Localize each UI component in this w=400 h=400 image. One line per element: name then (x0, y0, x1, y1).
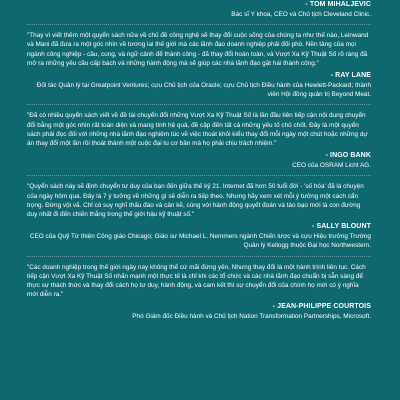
endorsement-ingo-bank (27, 111, 371, 170)
endorser-role: CEO của OSRAM Licht AG. (292, 162, 371, 170)
endorser-name: - JEAN-PHILIPPE COURTOIS (272, 303, 371, 311)
endorsement-jean-philippe-courtois (27, 263, 371, 322)
endorser-name: - TOM MIHALJEVIC (305, 1, 371, 8)
endorsement-quote: "Quyển sách này sẽ định chuyển tư duy của bạn đến giữa thế kỷ 21. Internet đã hơn 50 tuổi đời - 'số hóa' đã là chuyện của ngày hôm qua. Đây là 7 ý tưởng về những gì sẽ diễn ra tiếp theo. Nhưng hãy xem xét mỗi ý tưởng một cách cẩn trọng. Đừng vội vã. Chỉ có suy nghĩ thấu đáo và cân kẽ, cùng với hành động quyết đoán và táo bạo mới là con đường duy nhất đi đến chiến thắng trong thế giới hậu kỹ thuật số." (27, 183, 364, 219)
endorsement-ray-lane (27, 31, 371, 99)
endorser-name: - INGO BANK (325, 152, 371, 160)
endorser-name: - RAY LANE (330, 72, 371, 80)
endorsement-quote: "Các doanh nghiệp trong thế giới ngày nay không thể cứ mãi đứng yên. Nhưng thay đổi là một hành trình liên tục. Cách tiếp cận Vượt Xa Kỹ Thuật Số nhấn mạnh một thực tế là chỉ khi các tổ chức và các nhà lãnh đạo chuẩn bị sẵn sàng để thực sự thách thức và thay đổi cách họ tư duy, hành động, và cam kết thì sự chuyển đổi của chính họ mới có ý nghĩa mới diễn ra." (27, 263, 366, 299)
endorsement-sally-blount (27, 182, 371, 250)
endorser-name: - SALLY BLOUNT (312, 223, 371, 231)
endorser-role: Phó Giám đốc Điều hành và Chủ tịch Nation Transformation Partnerships, Microsoft. (132, 313, 371, 321)
endorsement-quote: "Thay vì viết thêm một quyển sách nữa về chủ đề công nghệ sẽ thay đổi cuộc sống của chúng ta như thế nào, Leinwand và Mani đã đưa ra một góc nhìn về tương lai thế giới mà các lãnh đạo doanh nghiệp phải đối phó. Nền tảng của mọi ngành công nghiệp - cầu, cung, và ngữ cảnh để thành công - đã thay đổi hoàn toàn, và Vượt Xa Kỹ Thuật Số rõ ràng đã mở ra những yêu cầu cấp bách và những hành động mà sẽ giúp các nhà lãnh đạo gặt hái thành công." (27, 32, 369, 67)
endorser-role: CEO của Quỹ Từ thiện Công giáo Chicago; Giáo sư Michael L. Nemmers ngành Chiến lược và cựu Hiệu trưởng Trường Quản lý Kellogg thuộc Đại học Northwestern. (29, 233, 371, 250)
divider (27, 175, 371, 176)
endorsement-quote: "Đã có nhiều quyển sách viết về đề tài chuyển đổi những Vượt Xa Kỹ Thuật Số là lần đầu tiên tiếp cận nội dung chuyển đổi bằng một góc nhìn rất toàn diện và mang tính hệ quả, đề cập đến tất cả những yếu tố chủ chốt. Đây là một quyển sách phải đọc đối với những nhà lãnh đạo nghiêm túc về việc thoát khỏi kiểu thay đổi mỗi ngày một chút hoặc những dự án thay đổi một lần rồi thoát thành một cuộc đại tu cơ bản mà họ phải chịu trách nhiệm." (27, 112, 368, 148)
endorser-role: Đối tác Quản lý tại Greatpoint Ventures; cựu Chủ tịch của Oracle; cựu Chủ tịch Điều hành của Hewlett-Packard; thành viên Hội đồng quản trị Beyond Meat. (36, 82, 371, 99)
divider (27, 256, 371, 257)
divider (27, 104, 371, 105)
endorsement-tom-mihaljevic (27, 0, 371, 19)
divider (27, 24, 371, 25)
endorser-role: Bác sĩ Y khoa, CEO và Chủ tịch Cleveland Clinic. (231, 11, 371, 18)
